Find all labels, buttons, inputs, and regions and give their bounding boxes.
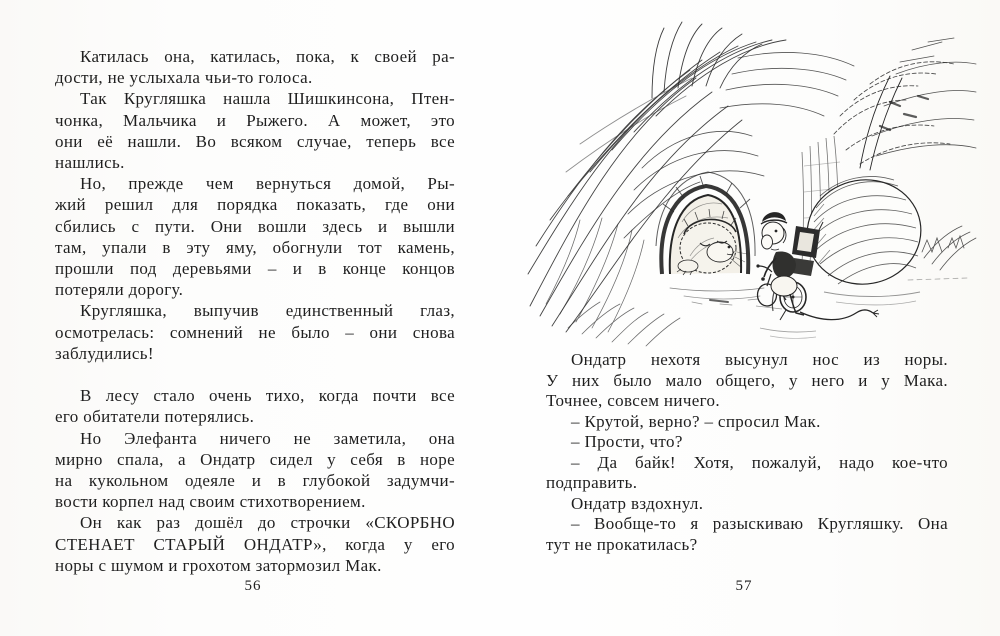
text-line: Но Элефанта ничего не заметила, она <box>80 428 455 448</box>
text-line: заблудились! <box>55 343 154 363</box>
text-line: Он как раз дошёл до строчки «СКОРБНО <box>80 513 455 533</box>
text-line: прошли под деревьями – и в конце концов <box>55 259 455 279</box>
text-line: подправить. <box>546 473 638 492</box>
text-line: норы с шумом и грохотом затормозил Мак. <box>55 555 382 575</box>
text-line: – Вообще-то я разыскиваю Кругляшку. Она <box>571 514 948 533</box>
text-line: – Прости, что? <box>571 432 683 451</box>
text-line: на кукольном одеяле и в глубокой задумчи- <box>55 471 455 491</box>
text-line: вости корпел над своим стихотворением. <box>55 492 366 512</box>
text-line: нашлись. <box>55 153 125 173</box>
paragraph-spacer <box>55 364 455 385</box>
illustration-muskrat-burrow <box>524 16 984 348</box>
text-line: Так Кругляшка нашла Шишкинсона, Птен- <box>80 89 455 109</box>
text-line: осмотрелась: сомнений не было – они снова <box>55 322 455 342</box>
tail <box>800 310 873 320</box>
text-line: У них было мало общего, у него и у Мака. <box>546 370 948 390</box>
right-page-text <box>546 350 948 555</box>
text-line: – Крутой, верно? – спросил Мак. <box>571 411 821 431</box>
text-line: дости, не услыхала чьи-то голоса. <box>55 68 313 88</box>
right-page-number: 57 <box>735 578 753 594</box>
entrance-ground <box>670 288 764 305</box>
text-line: там, упали в эту яму, обогнули тот камень, <box>55 237 455 257</box>
mound-strokes <box>528 40 786 332</box>
ink-sketch-svg <box>524 16 984 348</box>
left-page-text <box>55 46 455 576</box>
mound-flank-hatch <box>546 218 680 346</box>
text-line: жий решил для порядка показать, где они <box>55 195 455 215</box>
text-line: чонка, Мальчика и Рыжего. А может, это <box>55 110 455 130</box>
text-line: Ондатр вздохнул. <box>571 493 704 513</box>
text-line: В лесу стало очень тихо, когда почти все <box>80 386 455 406</box>
text-line: СТЕНАЕТ СТАРЫЙ ОНДАТР», когда у его <box>55 534 455 554</box>
text-line: потеряли дорогу. <box>55 280 184 300</box>
text-line: Кругляшка, выпучив единственный глаз, <box>80 301 455 321</box>
text-line: Но, прежде чем вернуться домой, Ры- <box>80 174 455 194</box>
text-line: Точнее, совсем ничего. <box>546 391 720 410</box>
text-line: его обитатели потерялись. <box>55 407 255 427</box>
text-line: мирно спала, а Ондатр сидел у себя в норе <box>55 449 455 469</box>
text-line: тут не прокатилась? <box>546 534 698 554</box>
left-page-number: 56 <box>244 578 262 594</box>
bush <box>834 38 976 170</box>
text-line: сбились с пути. Они вошли здесь и вышли <box>55 216 455 236</box>
text-line: Ондатр нехотя высунул нос из норы. <box>571 350 948 369</box>
text-line: они её нашли. Во всяком случае, теперь все <box>55 131 455 151</box>
text-line: – Да байк! Хотя, пожалуй, надо кое-что <box>571 452 948 472</box>
text-line: Катилась она, катилась, пока, к своей ра- <box>80 47 455 66</box>
